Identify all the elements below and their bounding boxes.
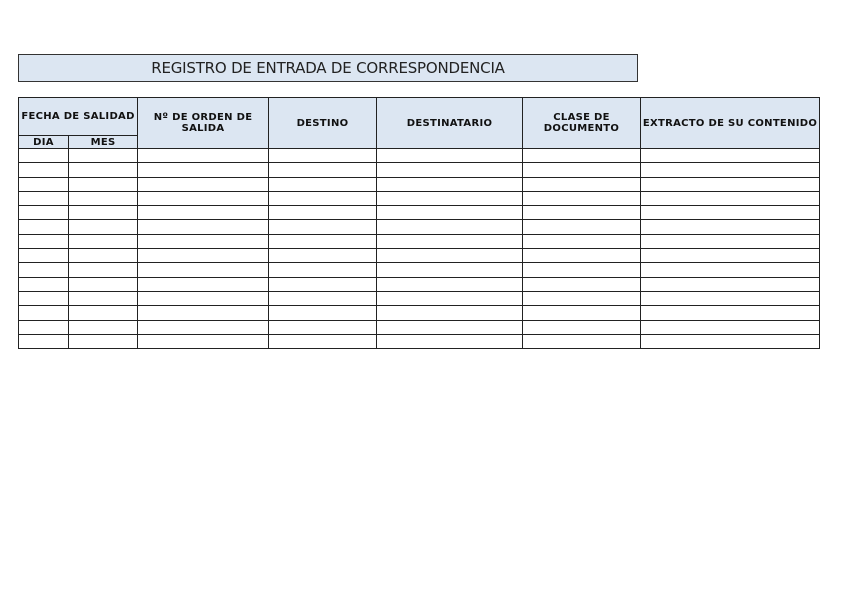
table-row (19, 149, 820, 163)
extracto-cell[interactable] (641, 234, 820, 248)
orden-cell[interactable] (138, 291, 269, 305)
destinatario-cell[interactable] (377, 291, 523, 305)
orden-cell[interactable] (138, 334, 269, 348)
table-row (19, 263, 820, 277)
destino-cell[interactable] (269, 277, 377, 291)
table-row (19, 277, 820, 291)
destinatario-cell[interactable] (377, 220, 523, 234)
clase-cell[interactable] (523, 206, 641, 220)
dia-cell[interactable] (19, 320, 69, 334)
extracto-cell[interactable] (641, 291, 820, 305)
mes-cell[interactable] (69, 249, 138, 263)
clase-cell[interactable] (523, 277, 641, 291)
register-table (18, 97, 820, 349)
destino-cell[interactable] (269, 206, 377, 220)
destinatario-cell[interactable] (377, 149, 523, 163)
orden-cell[interactable] (138, 220, 269, 234)
header-clase-documento: CLASE DE DOCUMENTO (523, 98, 641, 149)
dia-cell[interactable] (19, 306, 69, 320)
table-row (19, 220, 820, 234)
clase-cell[interactable] (523, 291, 641, 305)
extracto-cell[interactable] (641, 306, 820, 320)
destino-cell[interactable] (269, 163, 377, 177)
destinatario-cell[interactable] (377, 206, 523, 220)
table-row (19, 320, 820, 334)
extracto-cell[interactable] (641, 249, 820, 263)
header-destinatario: DESTINATARIO (377, 98, 523, 149)
clase-cell[interactable] (523, 263, 641, 277)
dia-cell[interactable] (19, 249, 69, 263)
dia-cell[interactable] (19, 334, 69, 348)
dia-cell[interactable] (19, 163, 69, 177)
clase-cell[interactable] (523, 249, 641, 263)
extracto-cell[interactable] (641, 263, 820, 277)
clase-cell[interactable] (523, 177, 641, 191)
dia-cell[interactable] (19, 177, 69, 191)
table-row (19, 334, 820, 348)
dia-cell[interactable] (19, 220, 69, 234)
extracto-cell[interactable] (641, 320, 820, 334)
destinatario-cell[interactable] (377, 163, 523, 177)
orden-cell[interactable] (138, 177, 269, 191)
destinatario-cell[interactable] (377, 334, 523, 348)
clase-cell[interactable] (523, 163, 641, 177)
destinatario-cell[interactable] (377, 306, 523, 320)
extracto-cell[interactable] (641, 191, 820, 205)
mes-cell[interactable] (69, 306, 138, 320)
dia-cell[interactable] (19, 263, 69, 277)
orden-cell[interactable] (138, 306, 269, 320)
clase-cell[interactable] (523, 234, 641, 248)
destino-cell[interactable] (269, 191, 377, 205)
extracto-cell[interactable] (641, 277, 820, 291)
orden-cell[interactable] (138, 249, 269, 263)
dia-cell[interactable] (19, 206, 69, 220)
mes-cell[interactable] (69, 277, 138, 291)
extracto-cell[interactable] (641, 177, 820, 191)
destino-cell[interactable] (269, 249, 377, 263)
mes-cell[interactable] (69, 320, 138, 334)
document-title: REGISTRO DE ENTRADA DE CORRESPONDENCIA (18, 54, 638, 82)
orden-cell[interactable] (138, 149, 269, 163)
table-row (19, 291, 820, 305)
destino-cell[interactable] (269, 263, 377, 277)
table-row (19, 306, 820, 320)
dia-cell[interactable] (19, 277, 69, 291)
extracto-cell[interactable] (641, 220, 820, 234)
destinatario-cell[interactable] (377, 263, 523, 277)
mes-cell[interactable] (69, 177, 138, 191)
mes-cell[interactable] (69, 149, 138, 163)
orden-cell[interactable] (138, 263, 269, 277)
clase-cell[interactable] (523, 220, 641, 234)
header-dia: DIA (19, 136, 69, 149)
mes-cell[interactable] (69, 291, 138, 305)
header-mes: MES (69, 136, 138, 149)
clase-cell[interactable] (523, 149, 641, 163)
orden-cell[interactable] (138, 191, 269, 205)
destinatario-cell[interactable] (377, 249, 523, 263)
table-row (19, 191, 820, 205)
header-numero-orden: Nº DE ORDEN DE SALIDA (138, 98, 269, 149)
mes-cell[interactable] (69, 334, 138, 348)
dia-cell[interactable] (19, 191, 69, 205)
destino-cell[interactable] (269, 220, 377, 234)
clase-cell[interactable] (523, 306, 641, 320)
destino-cell[interactable] (269, 149, 377, 163)
clase-cell[interactable] (523, 320, 641, 334)
destinatario-cell[interactable] (377, 191, 523, 205)
header-destino: DESTINO (269, 98, 377, 149)
destinatario-cell[interactable] (377, 177, 523, 191)
orden-cell[interactable] (138, 206, 269, 220)
table-row (19, 177, 820, 191)
dia-cell[interactable] (19, 234, 69, 248)
destinatario-cell[interactable] (377, 277, 523, 291)
orden-cell[interactable] (138, 163, 269, 177)
mes-cell[interactable] (69, 163, 138, 177)
dia-cell[interactable] (19, 149, 69, 163)
destino-cell[interactable] (269, 306, 377, 320)
extracto-cell[interactable] (641, 163, 820, 177)
orden-cell[interactable] (138, 320, 269, 334)
mes-cell[interactable] (69, 220, 138, 234)
destino-cell[interactable] (269, 177, 377, 191)
header-fecha-salida: FECHA DE SALIDAD (19, 98, 138, 136)
table-row (19, 206, 820, 220)
table-row (19, 234, 820, 248)
mes-cell[interactable] (69, 263, 138, 277)
mes-cell[interactable] (69, 191, 138, 205)
destino-cell[interactable] (269, 320, 377, 334)
dia-cell[interactable] (19, 291, 69, 305)
extracto-cell[interactable] (641, 149, 820, 163)
clase-cell[interactable] (523, 191, 641, 205)
table-row (19, 163, 820, 177)
mes-cell[interactable] (69, 234, 138, 248)
header-extracto-contenido: EXTRACTO DE SU CONTENIDO (641, 98, 820, 149)
destinatario-cell[interactable] (377, 320, 523, 334)
destino-cell[interactable] (269, 234, 377, 248)
mes-cell[interactable] (69, 206, 138, 220)
orden-cell[interactable] (138, 277, 269, 291)
register-body (19, 149, 820, 349)
clase-cell[interactable] (523, 334, 641, 348)
table-row (19, 249, 820, 263)
extracto-cell[interactable] (641, 334, 820, 348)
destino-cell[interactable] (269, 291, 377, 305)
destinatario-cell[interactable] (377, 234, 523, 248)
orden-cell[interactable] (138, 234, 269, 248)
extracto-cell[interactable] (641, 206, 820, 220)
destino-cell[interactable] (269, 334, 377, 348)
